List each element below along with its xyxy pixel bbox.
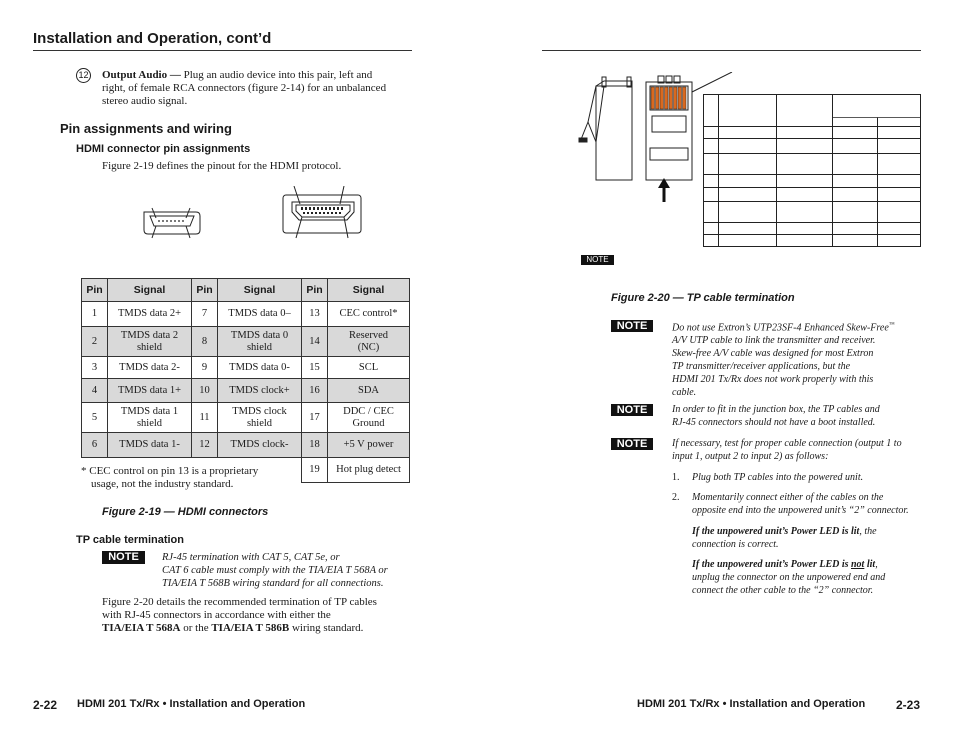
item-12-number: 12 bbox=[78, 70, 89, 80]
table-cell: 9 bbox=[192, 357, 218, 379]
led-notlit-not: not bbox=[851, 559, 865, 570]
table-cell: +5 V power bbox=[328, 433, 410, 458]
page-header-left: Installation and Operation, cont’d bbox=[33, 30, 272, 47]
table-cell: 5 bbox=[82, 403, 108, 433]
header-rule-right bbox=[542, 50, 921, 51]
tp-termination-paragraph bbox=[102, 596, 422, 635]
table-row bbox=[82, 327, 410, 357]
figure-2-19-caption: Figure 2-19 — HDMI connectors bbox=[102, 506, 269, 518]
table-row bbox=[82, 357, 410, 379]
tp-standard-a: TIA/EIA T 568A bbox=[102, 622, 181, 634]
footer-right: HDMI 201 Tx/Rx • Installation and Operation bbox=[637, 698, 866, 710]
subsection-hdmi-pins: HDMI connector pin assignments bbox=[76, 143, 251, 155]
note-badge-tp: NOTE bbox=[102, 551, 145, 564]
col-header: Signal bbox=[328, 279, 410, 302]
table-cell: SDA bbox=[328, 379, 410, 403]
table-cell: TMDS clock+ bbox=[218, 379, 302, 403]
col-header: Pin bbox=[192, 279, 218, 302]
table-cell: TMDS data 1+ bbox=[108, 379, 192, 403]
table-cell: DDC / CEC Ground bbox=[328, 403, 410, 433]
col-header: Pin bbox=[82, 279, 108, 302]
table-cell: CEC control* bbox=[328, 302, 410, 327]
led-notlit-line2: unplug the connector on the unpowered end and bbox=[692, 572, 886, 583]
table-cell: 15 bbox=[302, 357, 328, 379]
hdmi-pin-table bbox=[81, 278, 410, 483]
page-number-right: 2-23 bbox=[896, 698, 921, 712]
table-cell: 17 bbox=[302, 403, 328, 433]
page-number-left: 2-22 bbox=[33, 698, 58, 712]
tp-para-line2: with RJ-45 connectors in accordance with either the bbox=[102, 609, 331, 621]
step-1: 1. Plug both TP cables into the powered unit. bbox=[672, 472, 864, 483]
note-skew-free-text bbox=[672, 319, 934, 399]
table-cell: 4 bbox=[82, 379, 108, 403]
table-cell: TMDS data 1 shield bbox=[108, 403, 192, 433]
table-cell: 11 bbox=[192, 403, 218, 433]
table-cell: 1 bbox=[82, 302, 108, 327]
note1-line5: HDMI 201 Tx/Rx does not work properly with this bbox=[672, 374, 874, 386]
wiring-table-grid bbox=[700, 93, 922, 249]
table-cell: TMDS data 2- bbox=[108, 357, 192, 379]
table-row bbox=[82, 433, 410, 458]
hdmi-connectors-figure bbox=[130, 186, 370, 242]
table-cell: 7 bbox=[192, 302, 218, 327]
item-12-marker bbox=[76, 68, 91, 83]
output-audio-paragraph bbox=[102, 69, 422, 108]
table-cell: TMDS clock- bbox=[218, 433, 302, 458]
footnote-line1: * CEC control on pin 13 is a proprietary bbox=[81, 465, 259, 477]
tp-para-mid: or the bbox=[180, 622, 212, 634]
led-notlit-line3: connect the other cable to the “2” connector. bbox=[692, 585, 874, 596]
step-2-number: 2 bbox=[672, 492, 677, 503]
footer-left: HDMI 201 Tx/Rx • Installation and Operation bbox=[77, 698, 306, 710]
note2-line2: RJ-45 connectors should not have a boot installed. bbox=[672, 417, 876, 428]
table-cell: TMDS clock shield bbox=[218, 403, 302, 433]
tp-note-text bbox=[162, 551, 422, 590]
table-cell: TMDS data 0 shield bbox=[218, 327, 302, 357]
led-lit-line2: connection is correct. bbox=[692, 539, 779, 550]
table-cell: TMDS data 1- bbox=[108, 433, 192, 458]
note-badge-skew-free: NOTE bbox=[611, 320, 653, 332]
note1-line1: Do not use Extron’s UTP23SF-4 Enhanced Skew-Free bbox=[672, 322, 889, 334]
step-1-text: Plug both TP cables into the powered unit. bbox=[692, 472, 864, 483]
tp-note-line3: TIA/EIA T 568B wiring standard for all connections. bbox=[162, 578, 384, 589]
trademark-symbol: ™ bbox=[888, 322, 895, 328]
cec-footnote bbox=[81, 465, 301, 491]
rj45-side-view bbox=[579, 77, 632, 180]
note1-line4: TP transmitter/receiver applications, but the bbox=[672, 361, 851, 373]
output-audio-line1: Plug an audio device into this pair, left and bbox=[180, 69, 373, 81]
output-audio-label: Output Audio — bbox=[102, 69, 181, 81]
subsection-tp-termination: TP cable termination bbox=[76, 534, 184, 546]
step-1-number: 1 bbox=[672, 472, 677, 483]
col-header: Signal bbox=[108, 279, 192, 302]
col-header: Pin bbox=[302, 279, 328, 302]
col-header: Signal bbox=[218, 279, 302, 302]
step-2: 2. Momentarily connect either of the cables on the opposite end into the unpowered unit’s “2” connector. bbox=[672, 492, 909, 516]
hdmi-intro-text: Figure 2-19 defines the pinout for the HDMI protocol. bbox=[102, 160, 342, 172]
tp-para-line1: Figure 2-20 details the recommended termination of TP cables bbox=[102, 596, 377, 608]
table-cell: 10 bbox=[192, 379, 218, 403]
table-cell: 14 bbox=[302, 327, 328, 357]
up-arrow-icon bbox=[658, 178, 670, 202]
table-cell: TMDS data 0– bbox=[218, 302, 302, 327]
table-cell: 6 bbox=[82, 433, 108, 458]
led-lit-rest: , the bbox=[859, 526, 877, 537]
note3-line1: If necessary, test for proper cable connection (output 1 to bbox=[672, 438, 902, 449]
table-cell: Reserved (NC) bbox=[328, 327, 410, 357]
table-cell: TMDS data 2+ bbox=[108, 302, 192, 327]
led-notlit-rest: , bbox=[875, 559, 878, 570]
table-cell: 19 bbox=[302, 458, 328, 483]
note1-line6: cable. bbox=[672, 387, 697, 399]
rj45-pins bbox=[651, 87, 686, 109]
footnote-line2: usage, not the industry standard. bbox=[91, 478, 234, 490]
led-notlit-bold2: lit bbox=[864, 559, 876, 570]
led-lit-paragraph bbox=[692, 525, 932, 551]
output-audio-line2: right, of female RCA connectors (figure 2-14) for an unbalanced bbox=[102, 82, 387, 94]
hdmi-connector-left bbox=[144, 208, 200, 238]
header-rule-left bbox=[33, 50, 412, 51]
table-row bbox=[82, 403, 410, 433]
note-boot-text bbox=[672, 403, 934, 429]
output-audio-line3: stereo audio signal. bbox=[102, 95, 188, 107]
table-cell: 18 bbox=[302, 433, 328, 458]
note1-line2: A/V UTP cable to link the transmitter and receiver. bbox=[672, 335, 876, 347]
table-cell: TMDS data 0- bbox=[218, 357, 302, 379]
note-badge-boot: NOTE bbox=[611, 404, 653, 416]
table-cell: 8 bbox=[192, 327, 218, 357]
tp-note-line2: CAT 6 cable must comply with the TIA/EIA T 568A or bbox=[162, 565, 388, 576]
note3-line2: input 1, output 2 to input 2) as follows: bbox=[672, 451, 829, 462]
tp-standard-b: TIA/EIA T 586B bbox=[211, 622, 290, 634]
note2-line1: In order to fit in the junction box, the TP cables and bbox=[672, 404, 880, 415]
figure-2-20-caption: Figure 2-20 — TP cable termination bbox=[611, 292, 795, 304]
note-badge-test: NOTE bbox=[611, 438, 653, 450]
hdmi-connector-right bbox=[283, 186, 361, 238]
tp-note-line1: RJ-45 termination with CAT 5, CAT 5e, or bbox=[162, 552, 340, 563]
table-cell: 12 bbox=[192, 433, 218, 458]
step-2-line2: opposite end into the unpowered unit’s “2” connector. bbox=[692, 505, 909, 516]
table-cell: TMDS data 2 shield bbox=[108, 327, 192, 357]
step-2-line1: Momentarily connect either of the cables on the bbox=[692, 492, 884, 503]
led-notlit-bold1: If the unpowered unit’s Power LED is bbox=[692, 559, 851, 570]
table-row bbox=[82, 302, 410, 327]
table-cell: Hot plug detect bbox=[328, 458, 410, 483]
led-not-lit-paragraph bbox=[692, 558, 932, 597]
table-cell: 13 bbox=[302, 302, 328, 327]
led-lit-bold: If the unpowered unit’s Power LED is lit bbox=[692, 526, 860, 537]
table-cell: 2 bbox=[82, 327, 108, 357]
table-row bbox=[82, 379, 410, 403]
table-header-row bbox=[82, 279, 410, 302]
table-cell: SCL bbox=[328, 357, 410, 379]
small-note-badge: NOTE bbox=[581, 255, 614, 265]
table-cell: 3 bbox=[82, 357, 108, 379]
section-title-pin-assignments: Pin assignments and wiring bbox=[60, 121, 232, 136]
note1-line3: Skew-free A/V cable was designed for most Extron bbox=[672, 348, 874, 360]
table-cell: 16 bbox=[302, 379, 328, 403]
note-test-text bbox=[672, 437, 934, 463]
tp-para-end: wiring standard. bbox=[289, 622, 364, 634]
